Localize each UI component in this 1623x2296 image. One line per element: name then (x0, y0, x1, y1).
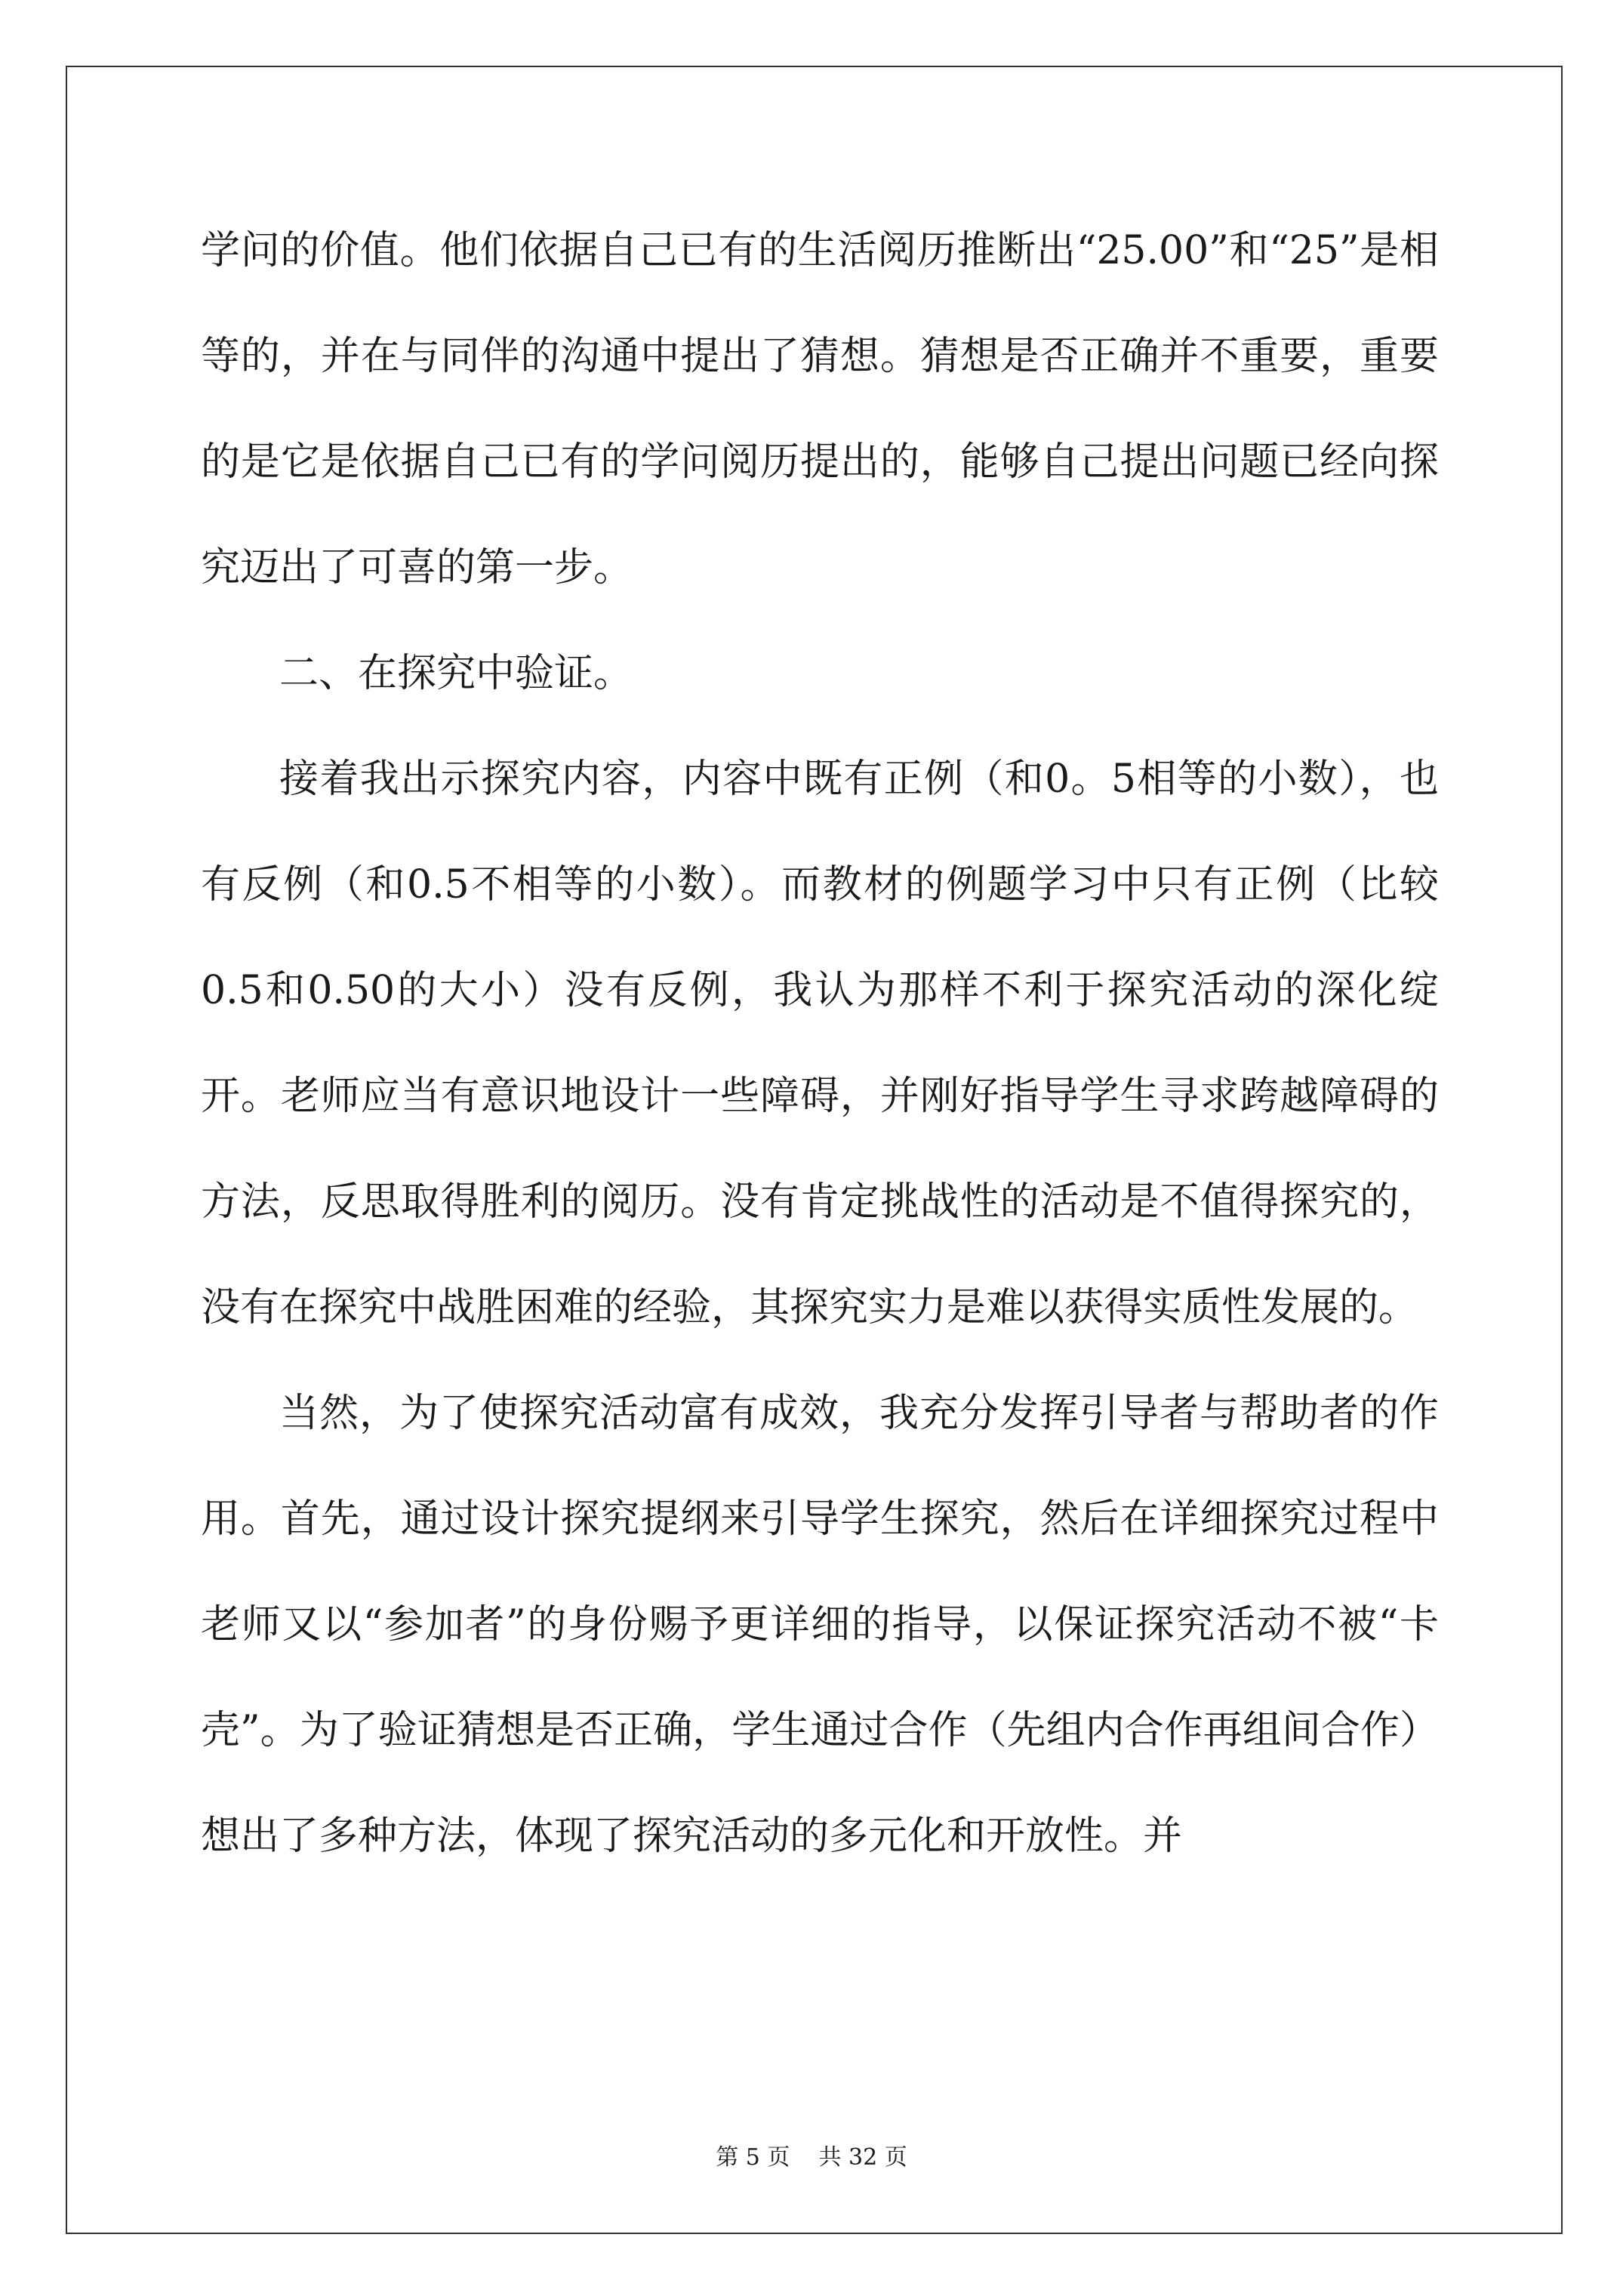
paragraph-3: 接着我出示探究内容，内容中既有正例（和0。5相等的小数），也有反例（和0.5不相等的小数）。而教材的例题学习中只有正例（比较0.5和0.50的大小）没有反例，我认为那样不利于探究活动的深化绽开。老师应当有意识地设计一些障碍，并刚好指导学生寻求跨越障碍的方法，反思取得胜利的阅历。没有肯定挑战性的活动是不值得探究的，没有在探究中战胜困难的经验，其探究实力是难以获得实质性发展的。 (201, 757, 1439, 1330)
document-body (201, 198, 1439, 1889)
page-number-footer: 第 5 页 共 32 页 (716, 2144, 907, 2171)
paragraph-4: 当然，为了使探究活动富有成效，我充分发挥引导者与帮助者的作用。首先，通过设计探究提纲来引导学生探究，然后在详细探究过程中老师又以“参加者”的身份赐予更详细的指导，以保证探究活动不被“卡壳”。为了验证猜想是否正确，学生通过合作（先组内合作再组间合作）想出了多种方法，体现了探究活动的多元化和开放性。并 (201, 1391, 1439, 1859)
paragraph-2-heading: 二、在探究中验证。 (279, 651, 633, 696)
paragraph-1: 学问的价值。他们依据自己已有的生活阅历推断出“25.00”和“25”是相等的，并在与同伴的沟通中提出了猜想。猜想是否正确并不重要，重要的是它是依据自己已有的学问阅历提出的，能够自己提出问题已经向探究迈出了可喜的第一步。 (201, 228, 1439, 590)
